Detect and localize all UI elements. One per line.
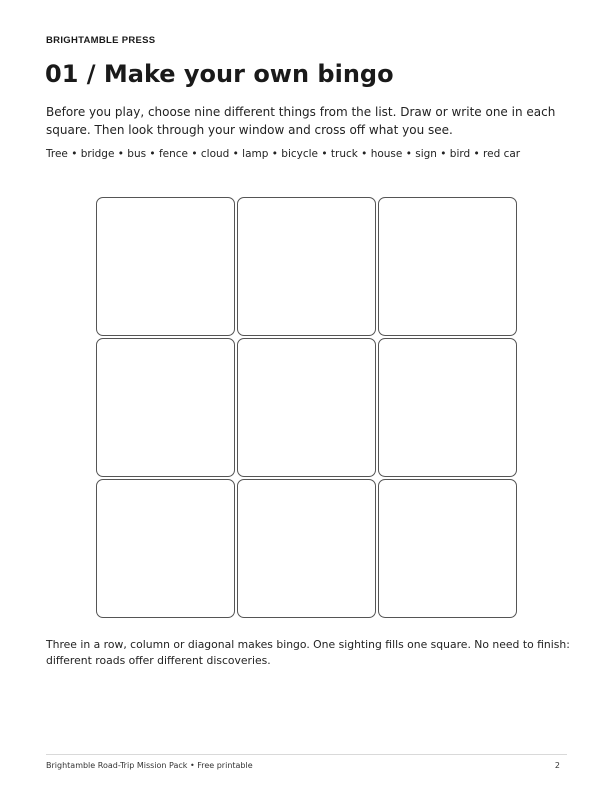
bingo-square — [378, 197, 517, 336]
bingo-square — [96, 197, 235, 336]
bingo-square — [96, 479, 235, 618]
bingo-grid — [96, 197, 517, 618]
bingo-square — [378, 338, 517, 477]
bingo-square — [237, 197, 376, 336]
page-title: 01 / Make your own bingo — [45, 60, 394, 88]
footer-divider — [46, 754, 567, 755]
word-list: Tree • bridge • bus • fence • cloud • lamp • bicycle • truck • house • sign • bird • red car — [46, 148, 521, 160]
footer-text: Brightamble Road-Trip Mission Pack • Free printable — [46, 761, 253, 770]
bingo-square — [96, 338, 235, 477]
bingo-square — [378, 479, 517, 618]
publisher-name: BRIGHTAMBLE PRESS — [46, 35, 156, 46]
page-number: 2 — [554, 761, 560, 770]
bingo-square — [237, 479, 376, 618]
instructions-paragraph: Before you play, choose nine different things from the list. Draw or write one in each square. Then look through your window and cross off what you see. — [46, 105, 556, 137]
bingo-square — [237, 338, 376, 477]
rules-paragraph: Three in a row, column or diagonal makes bingo. One sighting fills one square. No need to finish: different roads offer different discoveries. — [46, 638, 570, 667]
